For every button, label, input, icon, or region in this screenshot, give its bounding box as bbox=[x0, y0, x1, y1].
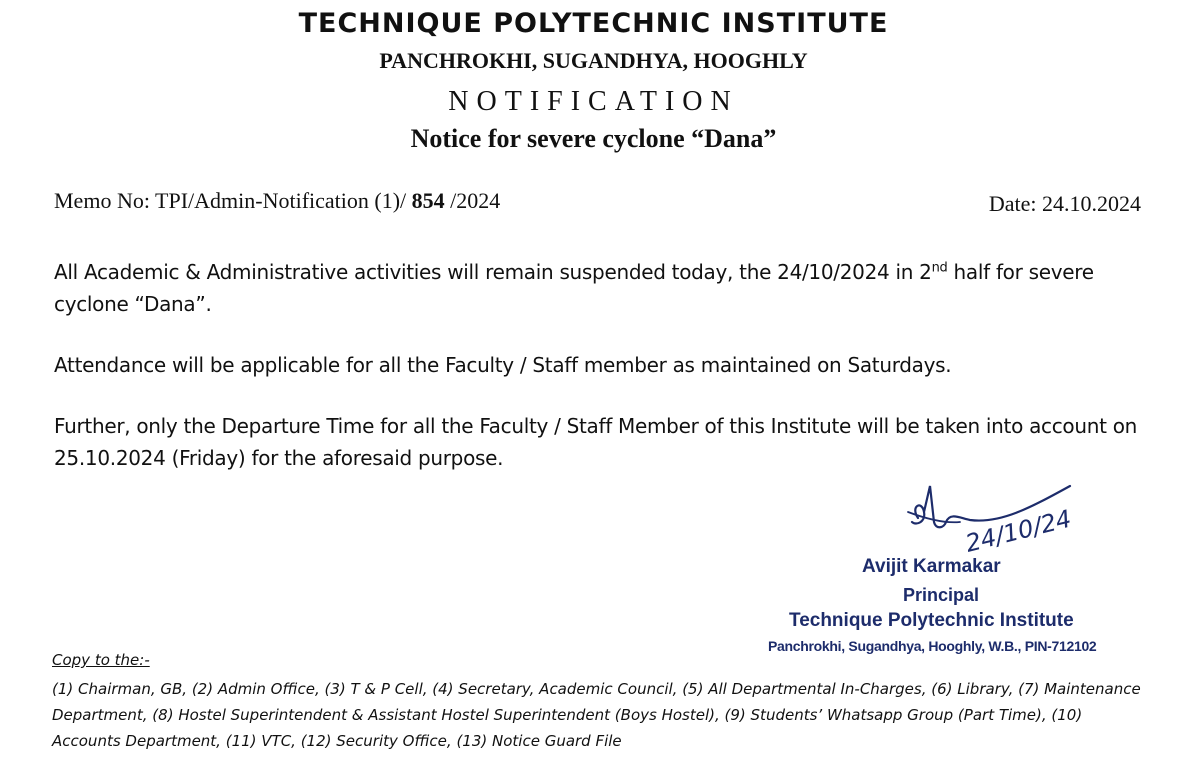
paragraph-suspension bbox=[54, 256, 1154, 320]
institute-address: PANCHROKHI, SUGANDHYA, HOOGHLY bbox=[379, 48, 808, 73]
handwritten-signature bbox=[900, 478, 1080, 558]
stamp-institute: Technique Polytechnic Institute bbox=[789, 610, 1074, 631]
paragraph-departure: Further, only the Departure Time for all the Faculty / Staff Member of this Institute will be taken into account on 25.10.2024 (Friday) for the aforesaid purpose. bbox=[54, 414, 1138, 470]
signatory-name: Avijit Karmakar bbox=[862, 556, 1001, 577]
notice-date: Date: 24.10.2024 bbox=[988, 191, 1141, 216]
signatory-title: Principal bbox=[903, 585, 980, 605]
memo-suffix: /2024 bbox=[444, 188, 501, 213]
paragraph-suspension-part1: All Academic & Administrative activities will remain suspended today, the 24/10/2024 in 2 bbox=[54, 260, 932, 284]
notification-heading: NOTIFICATION bbox=[448, 86, 739, 117]
memo-serial: 854 bbox=[411, 188, 445, 213]
memo-number bbox=[54, 188, 500, 214]
memo-prefix: Memo No: TPI/Admin-Notification (1)/ bbox=[54, 188, 412, 213]
copy-to-heading: Copy to the:- bbox=[52, 651, 150, 669]
paragraph-suspension-part2: half for severe cyclone “Dana”. bbox=[54, 260, 1094, 316]
institute-name: TECHNIQUE POLYTECHNIC INSTITUTE bbox=[298, 8, 889, 39]
stamp-address: Panchrokhi, Sugandhya, Hooghly, W.B., PIN-712102 bbox=[768, 638, 1097, 654]
handwritten-date: 24/10/24 bbox=[962, 504, 1075, 558]
ordinal-suffix: nd bbox=[931, 260, 948, 276]
notice-subject: Notice for severe cyclone “Dana” bbox=[410, 124, 777, 153]
paragraph-attendance: Attendance will be applicable for all the Faculty / Staff member as maintained on Saturdays. bbox=[54, 353, 952, 377]
copy-to-list: (1) Chairman, GB, (2) Admin Office, (3) T & P Cell, (4) Secretary, Academic Council, (5) All Departmental In-Charges, (6) Library, (7) Maintenance Department, (8) Hostel Superintendent & Assistant Hostel Superintendent (Boys Hostel), (9) Students’ Whatsapp Group (Part Time), (10) Accounts Department, (11) VTC, (12) Security Office, (13) Notice Guard File bbox=[52, 680, 1141, 750]
